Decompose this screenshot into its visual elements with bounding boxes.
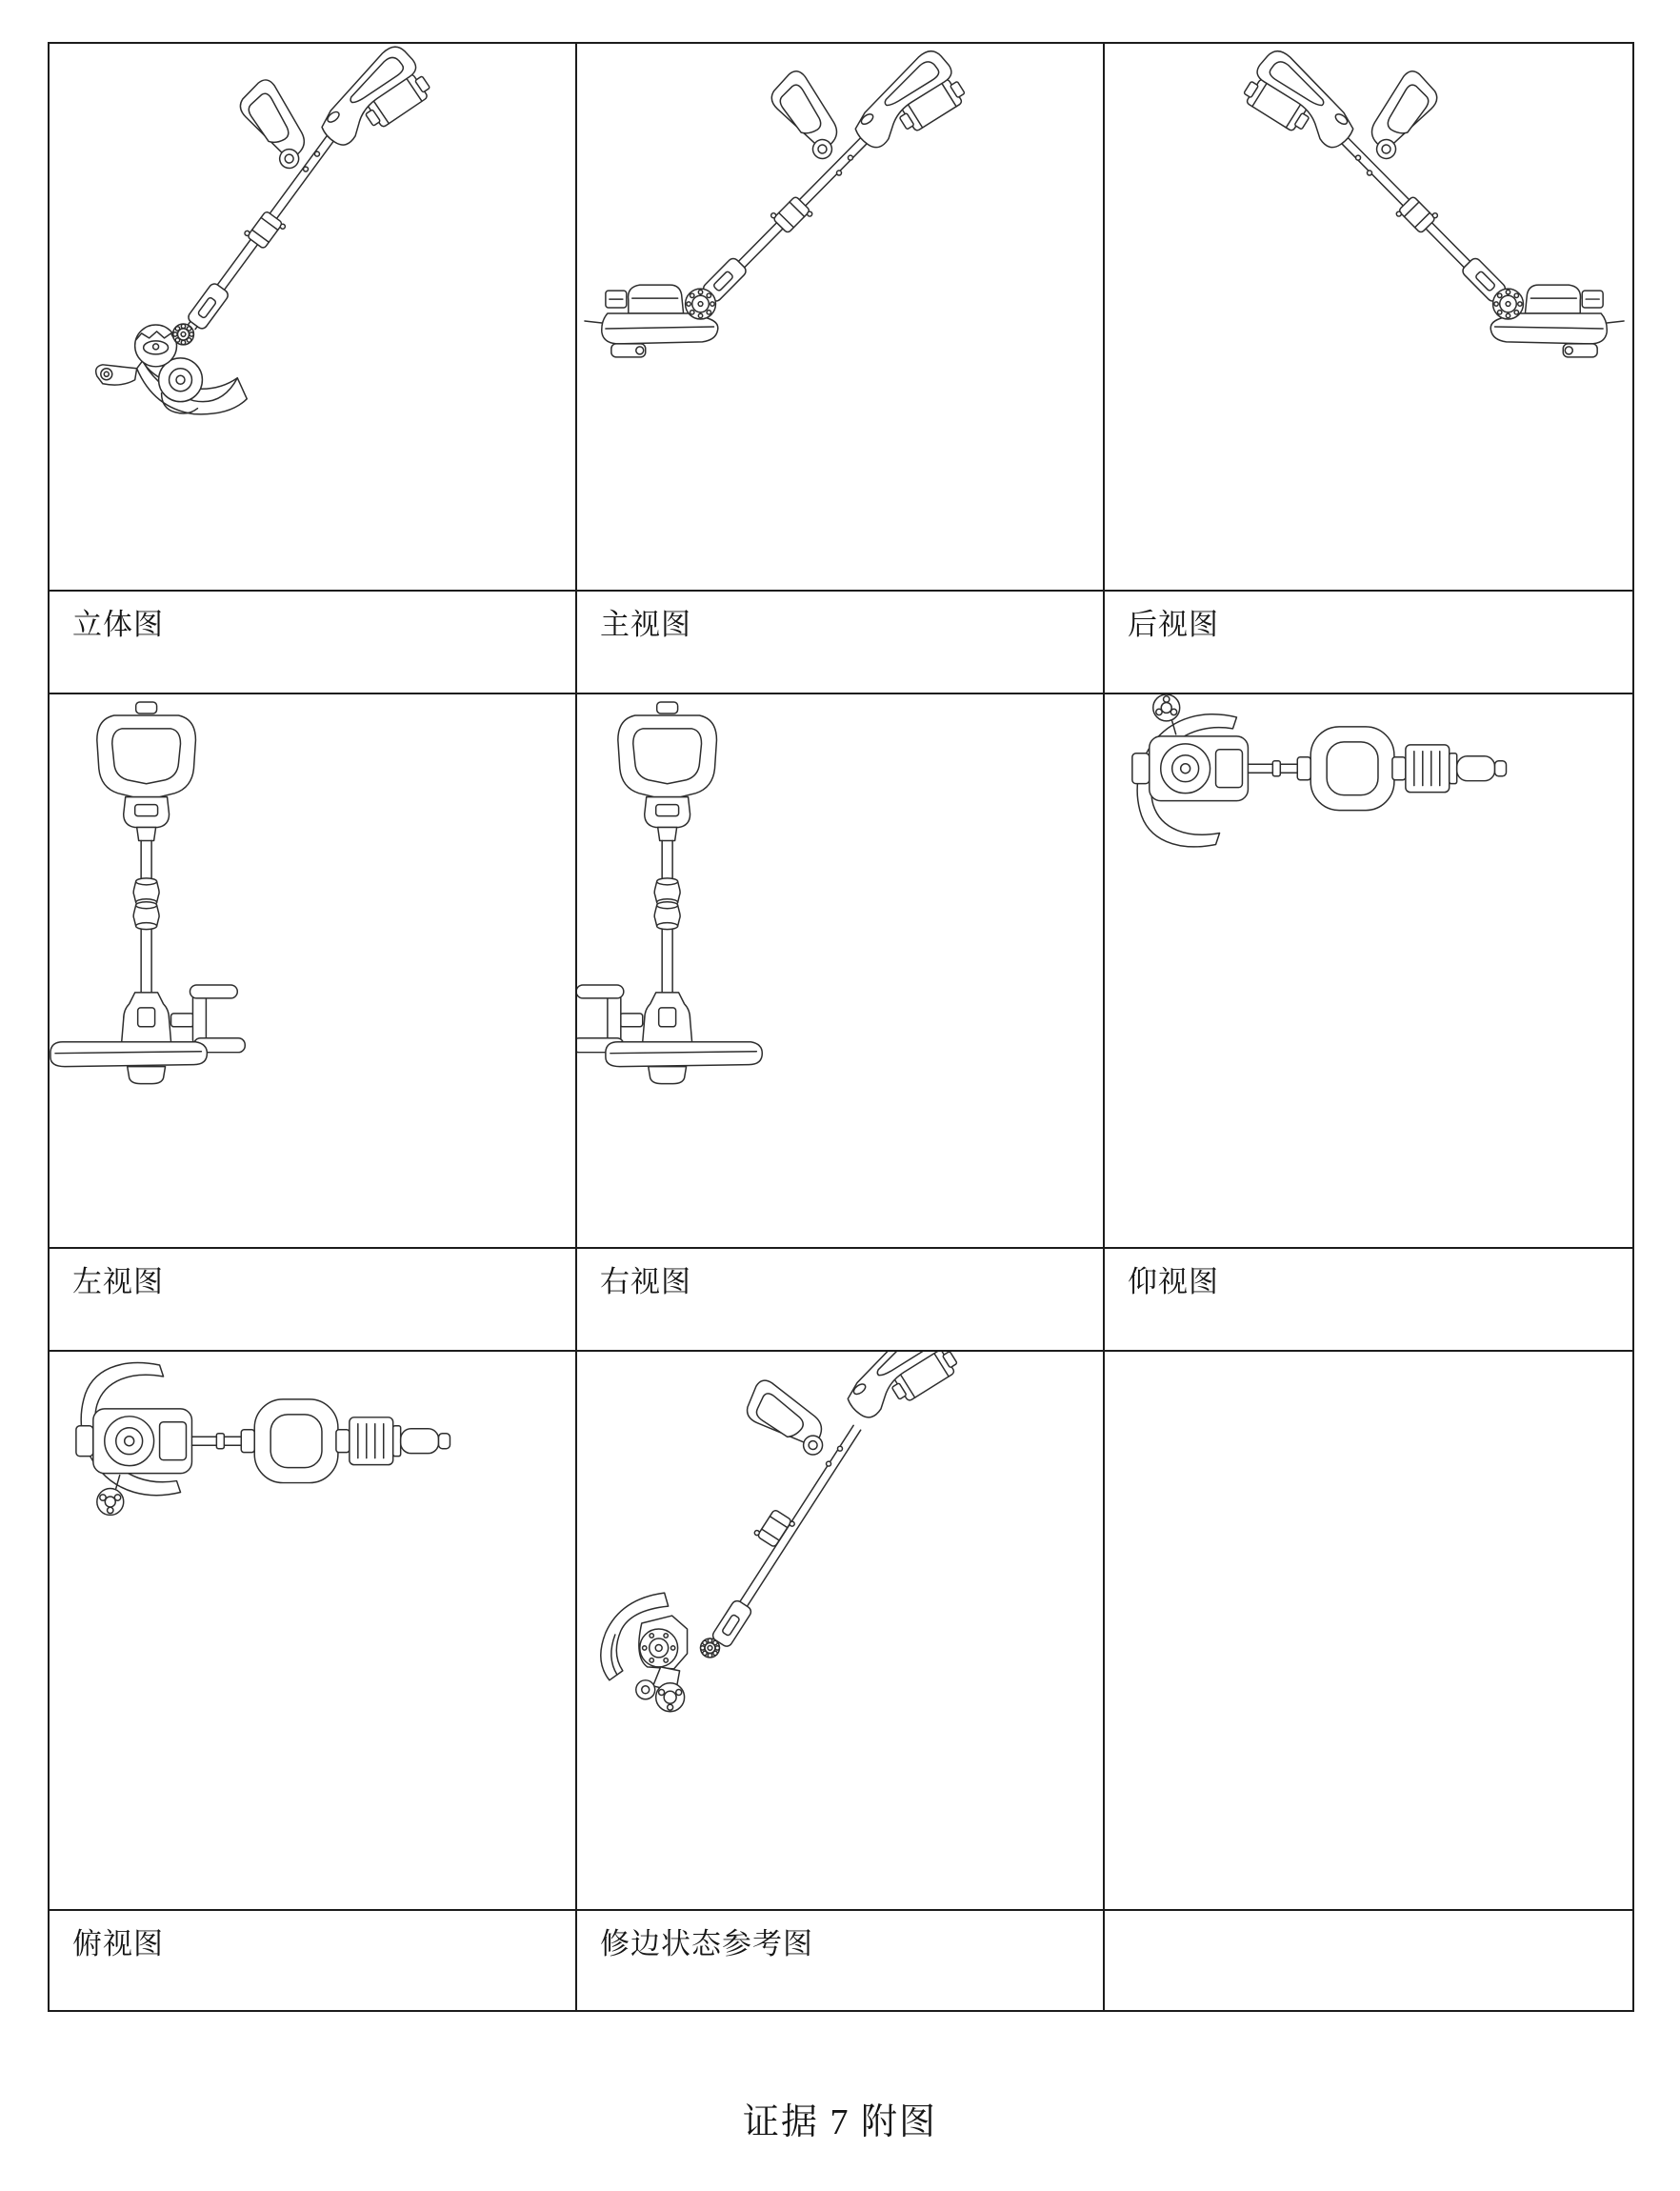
label-text: 仰视图 [1128,1265,1219,1298]
label-text: 主视图 [600,608,691,641]
figure-label-bottom [1105,1249,1632,1352]
figure-cell-front [577,44,1105,592]
edging-reference-drawing [577,1352,1103,1909]
perspective-view-drawing [50,44,575,590]
figure-cell-perspective [50,44,577,592]
figure-cell-rear [1105,44,1632,592]
label-text: 右视图 [600,1265,691,1298]
label-text: 俯视图 [72,1927,164,1960]
page-caption: 证据 7 附图 [742,2102,937,2142]
label-text: 左视图 [72,1265,164,1298]
left-view-drawing [50,694,575,1247]
top-view-drawing [50,1352,575,1909]
figure-cell-empty [1105,1352,1632,1911]
right-view-drawing [577,694,1103,1247]
label-text: 立体图 [72,608,164,641]
figure-cell-right [577,694,1105,1249]
figure-cell-bottom [1105,694,1632,1249]
figure-label-top [50,1911,577,2010]
front-view-drawing [577,44,1103,590]
figure-label-left [50,1249,577,1352]
rear-view-drawing [1105,44,1632,590]
label-text: 修边状态参考图 [600,1927,813,1960]
figure-label-right [577,1249,1105,1352]
figure-table [48,42,1634,2012]
figure-cell-left [50,694,577,1249]
figure-label-edging [577,1911,1105,2010]
figure-cell-edging [577,1352,1105,1911]
figure-cell-top [50,1352,577,1911]
figure-label-front [577,592,1105,694]
bottom-view-drawing [1105,694,1632,1247]
figure-label-empty [1105,1911,1632,2010]
label-text: 后视图 [1128,608,1219,641]
figure-label-rear [1105,592,1632,694]
figure-label-perspective [50,592,577,694]
